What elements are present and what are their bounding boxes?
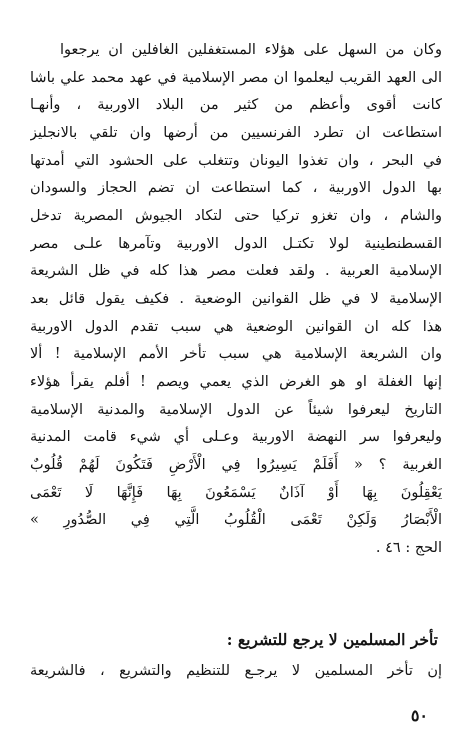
body-line: وان الشريعة الإسلامية هي سبب تأخر الأمم الإسلامية ! ألا <box>30 346 442 362</box>
body-line: الإسلامية العربية . ولقد فعلت مصر هذا كله في ظل الشريعة <box>30 263 442 279</box>
body-line: وليعرفوا سر النهضة الاوربية وعـلى أي شيء قامت المدنية <box>30 429 442 445</box>
body-line: التاريخ ليعرفوا شيئاً عن الدول الإسلامية والمدنية الإسلامية <box>30 402 442 418</box>
page-number: ٥٠ <box>410 706 428 725</box>
section-first-line: إن تأخر المسلمين لا يرجـع للتنظيم والتشريع ، فالشريعة <box>30 663 442 679</box>
verse-citation: الحج : ٤٦ . <box>375 540 442 556</box>
body-line: وكان من السهل على هؤلاء المستغفلين الغافلين ان يرجعوا <box>60 42 442 58</box>
body-line: هذا كله ان القوانين الوضعية هي سبب تقدم الدول الاوربية <box>30 319 442 335</box>
quran-verse-line: الْأَبْصَارُ وَلَكِنْ تَعْمَى الْقُلُوبُ الَّتِي فِي الصُّدُورِ » <box>30 512 442 528</box>
body-line: الإسلامية لا في ظل القوانين الوضعية . فكيف يقول قائل بعد <box>30 291 442 307</box>
body-line: الى العهد القريب ليعلموا ان مصر الإسلامية في عهد محمد علي باشا <box>30 70 442 86</box>
body-line: والشام ، وان تغزو تركيا حتى لتكاد الجيوش المصرية تدخل <box>30 208 442 224</box>
section-heading: تأخر المسلمين لا يرجع للتشريع : <box>226 630 438 649</box>
body-line: في البحر ، وان تغذوا اليونان وتتغلب على الحشود التي أمدتها <box>30 153 442 169</box>
quran-verse-line: يَعْقِلُونَ بِهَا أَوْ آذَانٌ يَسْمَعُونَ بِهَا فَإِنَّهَا لَا تَعْمَى <box>30 485 442 501</box>
body-line: بها الدول الاوربية ، كما استطاعت ان تضم الحجاز والسودان <box>30 180 442 196</box>
body-line: استطاعت ان تطرد الفرنسيين من أرضها وان تلقي بالانجليز <box>30 125 442 141</box>
body-line: كانت أقوى وأعظم من كثير من البلاد الاوربية ، وأنهـا <box>30 97 442 113</box>
body-line: القسطنطينية لولا تكتـل الدول الاوربية وتآمرها علـى مصر <box>30 236 442 252</box>
quran-verse-line: الغربية ؟ « أَفَلَمْ يَسِيرُوا فِي الْأَرْضِ فَتَكُونَ لَهُمْ قُلُوبٌ <box>30 457 442 473</box>
body-line: إنها الغفلة او هو الغرض الذي يعمي ويصم ! أفلم يقرأ هؤلاء <box>30 374 442 390</box>
